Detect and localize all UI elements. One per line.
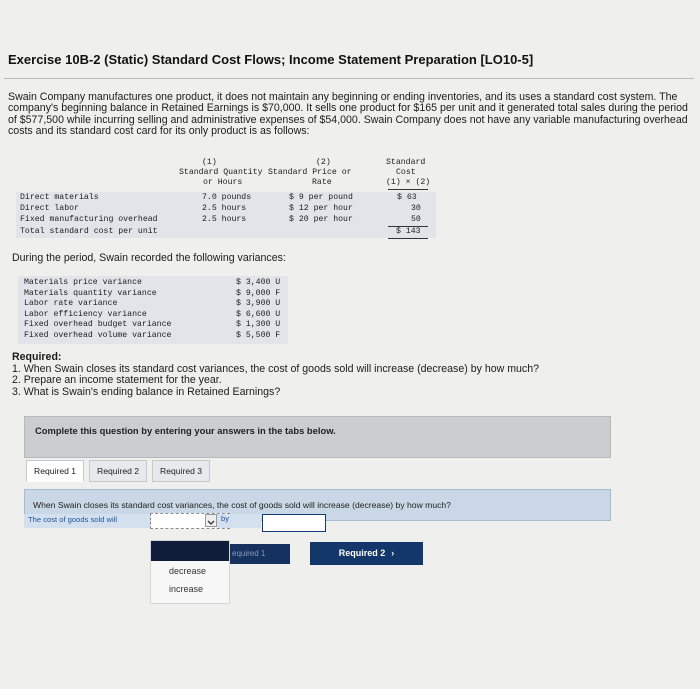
- total-underline: [388, 238, 428, 239]
- variance-label: Fixed overhead volume variance: [24, 330, 172, 340]
- row-direct-labor-qty: 2.5 hours: [202, 204, 247, 213]
- col2-head-2: Standard Price or: [268, 168, 352, 177]
- required-item-3: 3. What is Swain's ending balance in Retained Earnings?: [12, 385, 281, 398]
- required-heading: Required:: [12, 351, 62, 363]
- variance-amount: $ 1,300 U: [236, 320, 281, 329]
- variance-list: [18, 276, 288, 344]
- tab-required-1[interactable]: Required 1: [26, 460, 84, 482]
- variance-row: [24, 288, 281, 299]
- variance-label: Fixed overhead budget variance: [24, 320, 172, 329]
- col3-head-2: Cost: [396, 168, 416, 177]
- variance-label: Materials price variance: [24, 278, 142, 287]
- title-divider: [4, 78, 694, 79]
- row-fixed-overhead-rate: $ 20 per hour: [289, 215, 353, 224]
- variance-amount: $ 9,000 F: [236, 288, 281, 298]
- next-button[interactable]: [310, 542, 423, 565]
- intro-paragraph: Swain Company manufactures one product, it does not maintain any beginning or ending inventories, and its uses a standard cost system. The company's beginning balance in Retained Earnings is $70,000. It sells one product for $165 per unit and it generated total sales during the period of $577,500 while incurring selling and administrative expenses of $54,000. Swain Company does not have any variable manufacturing overhead costs and its standard cost card for its only product is as follows:: [8, 91, 688, 138]
- row-fixed-overhead-label: Fixed manufacturing overhead: [20, 215, 158, 224]
- row-fixed-overhead-qty: 2.5 hours: [202, 215, 247, 224]
- by-label: by: [217, 514, 261, 528]
- variance-row: [24, 299, 281, 309]
- variance-amount: $ 6,600 U: [236, 309, 281, 319]
- col2-head-3: Rate: [312, 178, 332, 187]
- row-direct-labor-cost: 30: [411, 204, 421, 213]
- variance-label: Labor efficiency variance: [24, 309, 147, 319]
- col1-head-1: (1): [202, 158, 217, 167]
- standard-cost-card: [16, 158, 436, 238]
- variance-label: Materials quantity variance: [24, 288, 157, 298]
- variance-amount: $ 5,500 F: [236, 330, 281, 340]
- col3-head-underline: [388, 189, 428, 190]
- variance-label: Labor rate variance: [24, 299, 118, 308]
- col2-head-1: (2): [316, 158, 331, 167]
- amount-input[interactable]: [262, 514, 326, 532]
- col1-head-2: Standard Quantity: [179, 168, 263, 177]
- variance-row: [24, 320, 281, 330]
- tab-required-3[interactable]: Required 3: [152, 460, 210, 482]
- instructions-text: Complete this question by entering your answers in the tabs below.: [35, 425, 336, 436]
- option-increase[interactable]: increase: [169, 584, 204, 594]
- variance-row: [24, 278, 281, 288]
- variance-row: [24, 330, 281, 341]
- answer-label: The cost of goods sold will: [28, 515, 118, 524]
- col1-head-3: or Hours: [203, 178, 243, 187]
- dropdown-menu-header: [151, 541, 229, 561]
- variance-amount: $ 3,900 U: [236, 299, 281, 308]
- col3-head-3: (1) × (2): [386, 178, 431, 187]
- variance-amount: $ 3,400 U: [236, 278, 281, 287]
- instructions-box: [24, 416, 611, 458]
- period-text: During the period, Swain recorded the following variances:: [12, 252, 286, 264]
- exercise-title: Exercise 10B-2 (Static) Standard Cost Flows; Income Statement Preparation [LO10-5]: [8, 52, 534, 67]
- row-direct-materials-qty: 7.0 pounds: [202, 193, 252, 202]
- option-decrease[interactable]: decrease: [169, 566, 207, 576]
- col3-head-1: Standard: [386, 158, 426, 167]
- row-direct-labor-label: Direct labor: [20, 204, 79, 213]
- tab-required-2[interactable]: Required 2: [89, 460, 147, 482]
- chevron-right-icon: ›: [391, 548, 395, 558]
- select-dropdown-menu: [150, 540, 230, 604]
- question-text: When Swain closes its standard cost variances, the cost of goods sold will increase (decrease) by how much?: [33, 500, 451, 510]
- row-direct-labor-rate: $ 12 per hour: [289, 204, 353, 213]
- total-cost-label: Total standard cost per unit: [20, 227, 158, 236]
- previous-button-label: equired 1: [232, 549, 266, 558]
- row-direct-materials-cost: $ 63: [397, 193, 417, 202]
- required-item-1: 1. When Swain closes its standard cost variances, the cost of goods sold will increase (decrease) by how much?: [12, 362, 539, 375]
- row-direct-materials-rate: $ 9 per pound: [289, 193, 353, 202]
- required-section: [12, 352, 539, 398]
- next-button-label: Required 2: [338, 548, 386, 558]
- variance-row: [24, 309, 281, 320]
- row-direct-materials-label: Direct materials: [20, 193, 99, 202]
- required-item-2: 2. Prepare an income statement for the year.: [12, 374, 222, 387]
- previous-button[interactable]: [230, 544, 290, 564]
- answer-label-cell: [24, 514, 150, 528]
- chevron-down-icon[interactable]: [205, 514, 217, 527]
- row-fixed-overhead-cost: 50: [411, 215, 421, 224]
- total-cost-value: $ 143: [396, 227, 421, 236]
